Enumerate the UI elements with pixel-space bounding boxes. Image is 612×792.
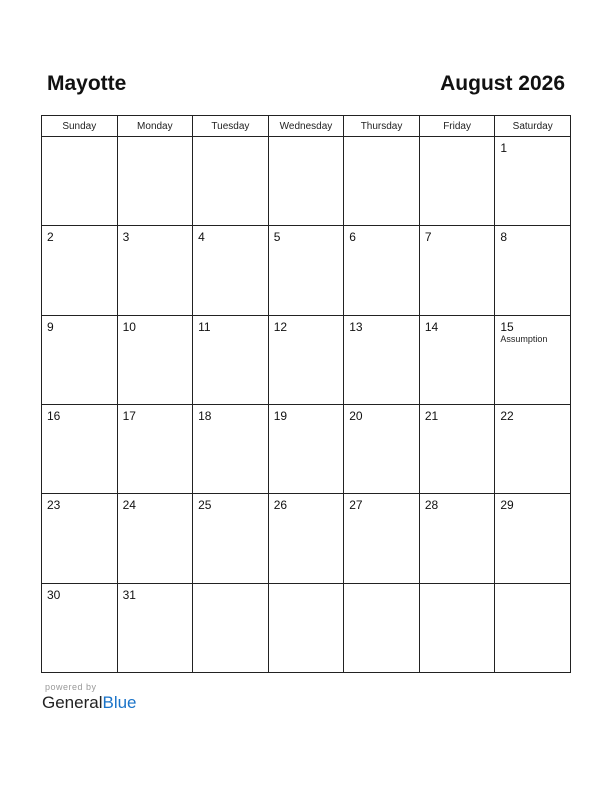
day-cell — [268, 404, 344, 493]
day-cell — [42, 315, 118, 404]
day-number: 11 — [198, 319, 211, 334]
day-number: 17 — [122, 408, 136, 423]
day-cell — [117, 137, 193, 226]
day-number — [420, 584, 495, 588]
day-number: 30 — [47, 587, 61, 602]
powered-by-text: powered by — [45, 682, 97, 692]
day-number: 7 — [424, 230, 432, 245]
generalblue-logo[interactable] — [42, 693, 137, 713]
day-cell — [495, 404, 571, 493]
day-cell — [268, 226, 344, 315]
day-number: 8 — [500, 230, 508, 245]
day-cell — [42, 226, 118, 315]
day-number: 4 — [198, 230, 205, 245]
day-number: 19 — [273, 408, 288, 423]
day-cell — [268, 494, 344, 583]
day-cell — [193, 404, 269, 493]
day-number — [344, 137, 419, 141]
day-number — [344, 584, 419, 588]
weekday-thursday: Thursday — [344, 116, 420, 137]
day-number: 21 — [424, 408, 439, 423]
week-row — [42, 137, 571, 226]
brand-general-text: General — [42, 693, 103, 712]
day-number: 5 — [273, 230, 281, 245]
day-cell — [344, 315, 420, 404]
day-cell — [117, 583, 193, 672]
day-number: 31 — [122, 587, 136, 602]
day-cell — [344, 137, 420, 226]
day-cell — [268, 583, 344, 672]
day-cell — [344, 494, 420, 583]
day-number: 18 — [198, 408, 212, 423]
day-cell — [42, 137, 118, 226]
day-cell — [117, 404, 193, 493]
day-cell — [495, 137, 571, 226]
country-title: Mayotte — [47, 72, 127, 95]
weekday-tuesday: Tuesday — [193, 116, 269, 137]
day-cell — [42, 583, 118, 672]
day-cell — [419, 137, 495, 226]
day-cell — [344, 226, 420, 315]
day-number — [420, 137, 495, 141]
week-row — [42, 315, 571, 404]
day-number: 13 — [349, 319, 363, 334]
day-number: 6 — [349, 230, 356, 245]
day-cell — [344, 404, 420, 493]
day-cell — [42, 404, 118, 493]
day-cell — [419, 315, 495, 404]
day-cell — [193, 583, 269, 672]
day-number — [269, 584, 344, 588]
day-number — [42, 137, 117, 141]
day-cell — [193, 494, 269, 583]
day-number: 25 — [198, 498, 212, 513]
day-number: 14 — [424, 319, 439, 334]
day-number: 24 — [122, 498, 136, 513]
day-number: 23 — [47, 498, 61, 513]
weekday-saturday: Saturday — [495, 116, 571, 137]
day-number: 22 — [500, 408, 514, 423]
week-row — [42, 583, 571, 672]
day-cell — [117, 494, 193, 583]
day-number: 10 — [122, 319, 136, 334]
day-cell — [495, 315, 571, 404]
day-cell — [193, 137, 269, 226]
day-number: 27 — [349, 498, 363, 513]
week-row — [42, 404, 571, 493]
brand-blue-text: Blue — [102, 693, 137, 712]
day-cell — [117, 315, 193, 404]
day-number: 16 — [47, 408, 61, 423]
day-number: 2 — [47, 230, 54, 245]
weekday-friday: Friday — [419, 116, 495, 137]
holiday-label: Assumption — [500, 333, 548, 344]
day-cell — [193, 315, 269, 404]
day-cell — [419, 226, 495, 315]
week-row — [42, 226, 571, 315]
day-cell — [495, 494, 571, 583]
day-cell — [117, 226, 193, 315]
calendar-grid — [41, 115, 571, 673]
day-cell — [419, 404, 495, 493]
day-number: 1 — [500, 141, 508, 155]
day-cell — [42, 494, 118, 583]
week-row — [42, 494, 571, 583]
day-number: 9 — [47, 319, 54, 334]
day-number — [269, 137, 344, 141]
day-cell — [419, 494, 495, 583]
day-number — [118, 137, 193, 141]
day-number: 20 — [349, 408, 363, 423]
weekday-monday: Monday — [117, 116, 193, 137]
day-cell — [268, 137, 344, 226]
weekday-sunday: Sunday — [42, 116, 118, 137]
month-year-title: August 2026 — [440, 72, 565, 95]
day-cell — [268, 315, 344, 404]
day-cell — [419, 583, 495, 672]
day-number — [193, 137, 268, 141]
day-cell — [193, 226, 269, 315]
day-number — [495, 584, 570, 588]
day-cell — [344, 583, 420, 672]
day-number: 15 — [500, 319, 514, 334]
day-number: 28 — [424, 498, 439, 513]
day-cell — [495, 583, 571, 672]
day-number: 29 — [500, 498, 514, 513]
weekday-wednesday: Wednesday — [268, 116, 344, 137]
weekday-header-row — [42, 116, 571, 137]
day-number: 3 — [122, 230, 130, 245]
day-number — [193, 584, 268, 588]
day-number: 12 — [273, 319, 288, 334]
day-number: 26 — [273, 498, 288, 513]
day-cell — [495, 226, 571, 315]
